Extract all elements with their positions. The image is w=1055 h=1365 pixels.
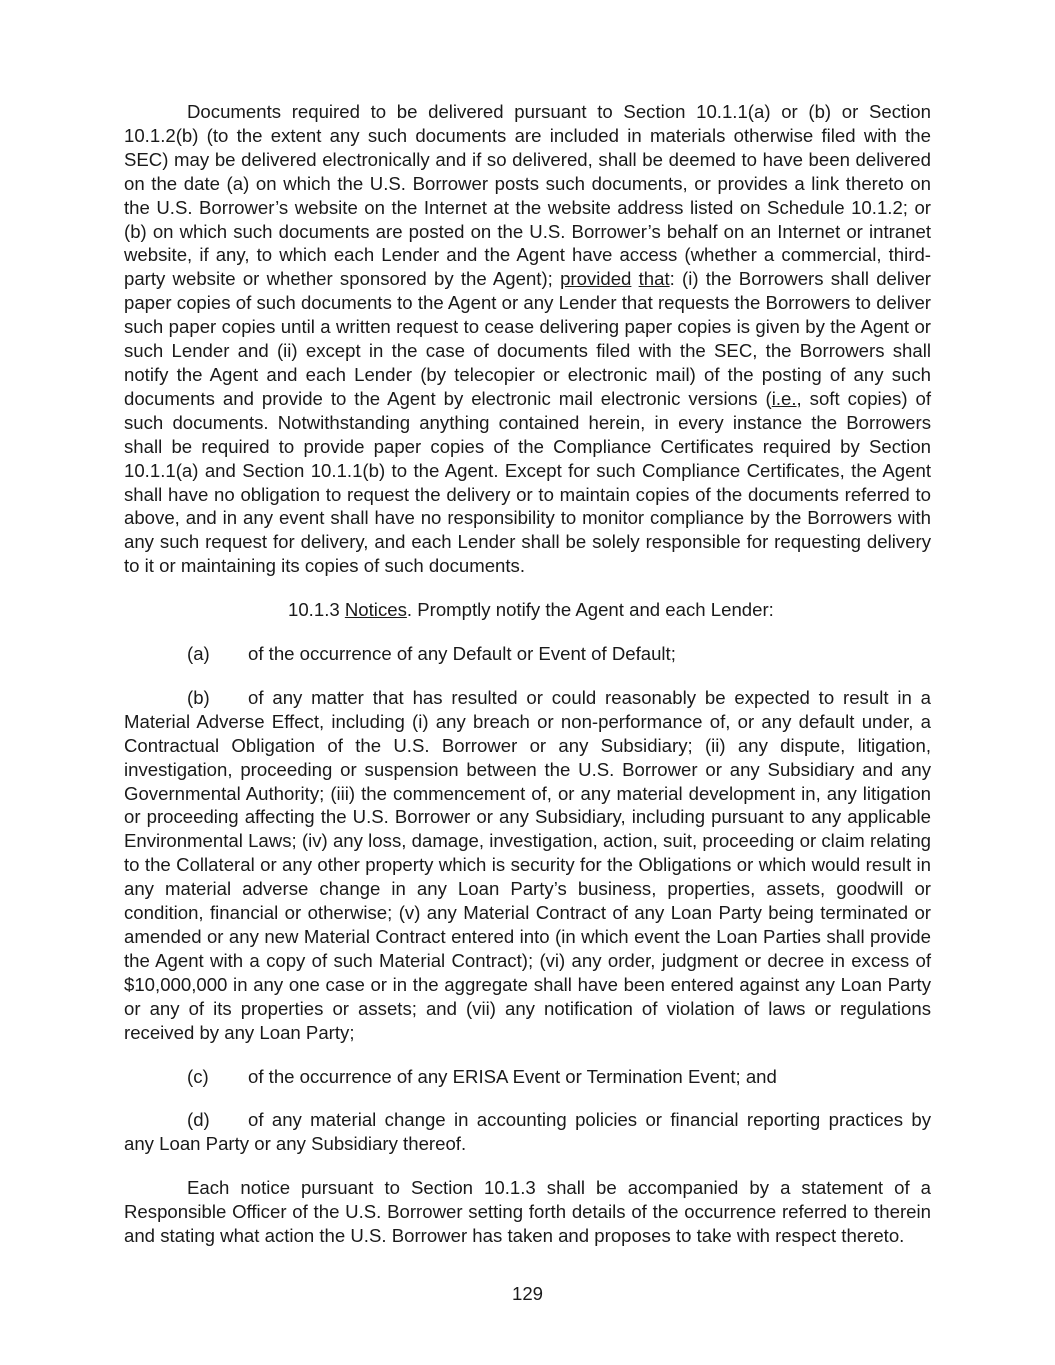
list-item-label: (c) bbox=[187, 1065, 209, 1087]
paragraph-text bbox=[631, 268, 638, 289]
list-item bbox=[124, 686, 931, 1045]
section-title: Notices bbox=[344, 599, 407, 621]
underlined-term-that: that bbox=[638, 268, 670, 290]
underlined-term-ie: i.e. bbox=[771, 387, 797, 409]
list-item-label: (b) bbox=[187, 686, 210, 708]
page-number: 129 bbox=[511, 1283, 544, 1304]
section-heading-notices bbox=[124, 598, 931, 622]
list-item bbox=[124, 1065, 931, 1089]
paragraph-text: , soft copies) of such documents. Notwithstanding anything contained herein, in every instance the Borrowers shall be required to provide paper copies of the Compliance Certificates required by Section 10.1.1(a) and Section 10.1.1(b) to the Agent. Except for such Compliance Certificates, the Agent shall have no obligation to request the delivery or to maintain copies of the documents referred to above, and in any event shall have no responsibility to monitor compliance by the Borrowers with any such request for delivery, and each Lender shall be solely responsible for requesting delivery to it or maintaining its copies of such documents. bbox=[124, 387, 931, 577]
list-item-label: (d) bbox=[187, 1109, 210, 1131]
list-item bbox=[124, 642, 931, 666]
list-item-text: of any material change in accounting policies or financial reporting practices by any Loan Party or any Subsidiary thereof. bbox=[124, 1109, 931, 1155]
list-item-text: of any matter that has resulted or could reasonably be expected to result in a Material Adverse Effect, including (i) any breach or non-performance of, or any default under, a Contractual Obligation of the U.S. Borrower or any Subsidiary; (ii) any dispute, litigation, investigation, proceeding or suspension between the U.S. Borrower or any Subsidiary and any Governmental Authority; (iii) the commencement of, or any material development in, any litigation or proceeding affecting the U.S. Borrower or any Subsidiary, including pursuant to any applicable Environmental Laws; (iv) any loss, damage, investigation, action, suit, proceeding or claim relating to the Collateral or any other property which is security for the Obligations or which would result in any material adverse change in any Loan Party’s business, properties, assets, goodwill or condition, financial or otherwise; (v) any Material Contract of any Loan Party being terminated or amended or any new Material Contract entered into (in which event the Loan Parties shall provide the Agent with a copy of such Material Contract); (vi) any order, judgment or decree in excess of $10,000,000 in any one case or in the aggregate shall have been entered against any Loan Party or any of its properties or assets; and (vii) any notification of violation of laws or regulations received by any Loan Party; bbox=[124, 686, 931, 1043]
paragraph-text: Documents required to be delivered pursuant to Section 10.1.1(a) or (b) or Section 10.1.2(b) (to the extent any such documents are included in materials otherwise filed with the SEC) may be delivered electronically and if so delivered, shall be deemed to have been delivered on the date (a) on which the U.S. Borrower posts such documents, or provides a link thereto on the U.S. Borrower’s website on the Internet at the website address listed on Schedule 10.1.2; or (b) on which such documents are posted on the U.S. Borrower’s behalf on an Internet or intranet website, if any, to which each Lender and the Agent have access (whether a commercial, third-party website or whether sponsored by the Agent); bbox=[124, 101, 931, 290]
paragraph-electronic-delivery bbox=[124, 100, 931, 578]
section-heading-text: . Promptly notify the Agent and each Lender: bbox=[406, 599, 774, 621]
paragraph-closing: Each notice pursuant to Section 10.1.3 shall be accompanied by a statement of a Responsible Officer of the U.S. Borrower setting forth details of the occurrence referred to therein and stating what action the U.S. Borrower has taken and proposes to take with respect thereto. bbox=[124, 1177, 931, 1247]
page-content bbox=[124, 100, 931, 1248]
section-number: 10.1.3 bbox=[288, 599, 340, 621]
list-item-text: of the occurrence of any ERISA Event or Termination Event; and bbox=[248, 1065, 777, 1087]
underlined-term-provided: provided bbox=[560, 268, 632, 290]
list-item-text: of the occurrence of any Default or Event of Default; bbox=[248, 643, 676, 665]
list-item-label: (a) bbox=[187, 643, 210, 665]
paragraph-text: : (i) the Borrowers shall deliver paper copies of such documents to the Agent or any Lender that requests the Borrowers to deliver such paper copies until a written request to cease delivering paper copies is given by the Agent or such Lender and (ii) except in the case of documents filed with the SEC, the Borrowers shall notify the Agent and each Lender (by telecopier or electronic mail) of the posting of any such documents and provide to the Agent by electronic mail electronic versions ( bbox=[124, 268, 931, 409]
list-item bbox=[124, 1108, 931, 1156]
